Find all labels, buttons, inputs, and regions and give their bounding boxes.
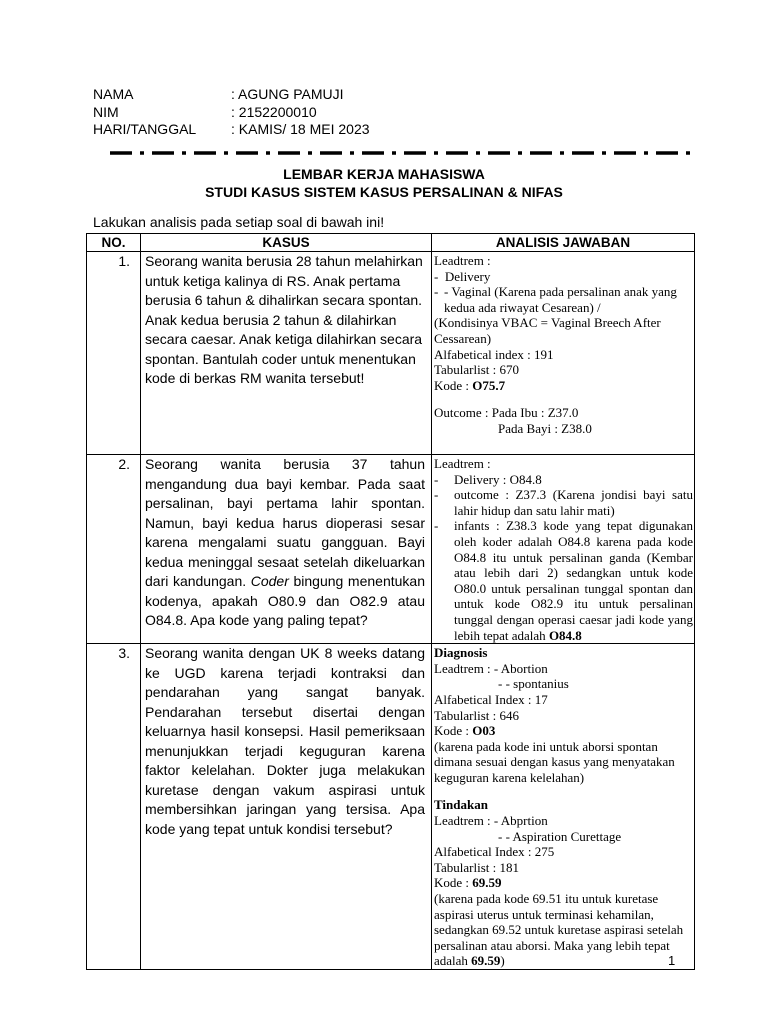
procedure-code-line bbox=[434, 875, 693, 891]
nim-label: NIM bbox=[93, 103, 119, 120]
leadterm-line: Leadtrem : bbox=[434, 253, 491, 268]
name-row bbox=[93, 86, 370, 104]
vaginal-text: - Vaginal (Karena pada persalinan anak yang kedua ada riwayat Cesarean) / bbox=[444, 284, 677, 315]
infants-explanation: infants : Z38.3 kode yang tepat digunakan oleh koder adalah O84.8 karena pada kode O84.8 itu untuk persalinan ganda (Kembar atau lebih dari 2) sedangkan untuk kode O80.0 untuk persalinan tunggal spontan dan untuk kode O82.9 itu untuk persalinan tunggal dengan operasi caesar jadi kode yang lebih tepat adalah bbox=[454, 518, 693, 643]
code-label: Kode : bbox=[434, 377, 473, 393]
case-text-part: Seorang wanita berusia 37 tahun mengandung dua bayi kembar. Pada saat persalinan, bayi pertama lahir spontan. Namun, bayi kedua harus dioperasi sesar karena mengalami suatu gangguan. Bayi kedua meninggal sesaat setelah dikeluarkan dari kandungan. bbox=[145, 456, 425, 589]
table-row bbox=[87, 252, 695, 455]
page-number: 1 bbox=[668, 953, 676, 968]
dash-dot-divider bbox=[110, 151, 694, 155]
case-text bbox=[141, 455, 432, 644]
instruction-text: Lakukan analisis pada setiap soal di bawah ini! bbox=[93, 214, 385, 230]
diagnosis-leadterm-line: Leadtrem : - Abortion bbox=[434, 660, 548, 676]
procedure-note-text: (karena pada kode 69.51 itu untuk kuretase aspirasi uterus untuk terminasi kehamilan, sedangkan 69.52 untuk kuretase aspirasi setelah persalinan atau aborsi. Maka yang lebih tepat adalah bbox=[434, 891, 684, 969]
row-number: 3. bbox=[87, 644, 141, 970]
leadterm-line: Leadtrem : bbox=[434, 456, 491, 471]
spacer bbox=[434, 393, 693, 405]
outcome-text: outcome : Z37.3 (Karena jondisi bayi satu lahir hidup dan satu lahir mati) bbox=[454, 487, 693, 518]
header-analisis: ANALISIS JAWABAN bbox=[432, 234, 695, 252]
infants-line: - infants : Z38.3 kode yang tepat digunakan oleh koder adalah O84.8 karena pada kode O84.8 itu untuk persalinan ganda (Kembar atau lebih dari 2) sedangkan untuk kode O80.0 untuk persalinan tunggal spontan dan untuk kode O82.9 itu untuk persalinan tunggal dengan operasi caesar jadi kode yang lebih tepat adalah O84.8 bbox=[434, 518, 693, 643]
procedure-note bbox=[434, 891, 693, 969]
table-row bbox=[87, 644, 695, 970]
diagnosis-tabularlist-line: Tabularlist : 646 bbox=[434, 707, 520, 723]
document-title: LEMBAR KERJA MAHASISWA bbox=[283, 166, 485, 182]
student-info bbox=[93, 86, 370, 139]
name-value: : AGUNG PAMUJI bbox=[231, 86, 344, 102]
delivery-text: Delivery : O84.8 bbox=[454, 471, 542, 487]
vaginal-line: - - Vaginal (Karena pada persalinan anak yang kedua ada riwayat Cesarean) / bbox=[434, 284, 693, 315]
document-subtitle: STUDI KASUS SISTEM KASUS PERSALINAN & NIFAS bbox=[205, 184, 563, 200]
nim-row bbox=[93, 104, 370, 122]
procedure-code-value: 69.59 bbox=[472, 875, 502, 891]
delivery-line: - Delivery : O84.8 bbox=[434, 472, 693, 488]
diagnosis-sub-line: - - spontanius bbox=[498, 676, 569, 692]
outcome-mother-line: Outcome : Pada Ibu : Z37.0 bbox=[434, 405, 579, 421]
alfabetical-index-line: Alfabetical index : 191 bbox=[434, 346, 554, 362]
procedure-sub-line: - - Aspiration Curettage bbox=[498, 828, 622, 844]
infants-code: O84.8 bbox=[548, 627, 582, 643]
date-row bbox=[93, 121, 370, 139]
header-no: NO. bbox=[87, 234, 141, 252]
delivery-text: Delivery bbox=[444, 268, 491, 284]
answer-cell bbox=[432, 455, 695, 644]
condition-line: (Kondisinya VBAC = Vaginal Breech After Cessarean) bbox=[434, 315, 661, 346]
date-label: HARI/TANGGAL bbox=[93, 121, 197, 137]
diagnosis-code-line bbox=[434, 723, 693, 739]
case-text-italic: Coder bbox=[250, 573, 289, 589]
diagnosis-code-value: O03 bbox=[472, 723, 496, 739]
answer-cell bbox=[432, 644, 695, 970]
code-line bbox=[434, 378, 693, 394]
date-value: : KAMIS/ 18 MEI 2023 bbox=[231, 121, 370, 137]
row-number: 1. bbox=[87, 252, 141, 455]
procedure-leadterm-line: Leadtrem : - Abprtion bbox=[434, 813, 548, 829]
diagnosis-note: (karena pada kode ini untuk aborsi spontan dimana sesuai dengan kasus yang menyatakan keguguran karena kelelahan) bbox=[434, 738, 675, 785]
outcome-line: - outcome : Z37.3 (Karena jondisi bayi satu lahir hidup dan satu lahir mati) bbox=[434, 487, 693, 518]
diagnosis-alfabetical-line: Alfabetical Index : 17 bbox=[434, 691, 548, 707]
tabularlist-line: Tabularlist : 670 bbox=[434, 362, 520, 378]
procedure-heading: Tindakan bbox=[434, 797, 488, 813]
code-value: O75.7 bbox=[472, 377, 506, 393]
diagnosis-heading: Diagnosis bbox=[434, 645, 488, 661]
table-row bbox=[87, 455, 695, 644]
outcome-baby-line: Pada Bayi : Z38.0 bbox=[498, 420, 592, 436]
procedure-code-label: Kode : bbox=[434, 875, 473, 891]
name-label: NAMA bbox=[93, 86, 134, 102]
nim-value: : 2152200010 bbox=[231, 103, 317, 120]
case-analysis-table bbox=[86, 233, 695, 970]
procedure-note-end: ) bbox=[500, 953, 505, 969]
spacer bbox=[434, 785, 693, 797]
procedure-tabularlist-line: Tabularlist : 181 bbox=[434, 859, 520, 875]
procedure-alfabetical-line: Alfabetical Index : 275 bbox=[434, 844, 555, 860]
diagnosis-code-label: Kode : bbox=[434, 723, 473, 739]
header-kasus: KASUS bbox=[141, 234, 432, 252]
table-header-row bbox=[87, 234, 695, 252]
delivery-line: - Delivery bbox=[434, 268, 491, 284]
document-titles bbox=[0, 165, 768, 201]
infants-text bbox=[444, 518, 693, 643]
row-number: 2. bbox=[87, 455, 141, 644]
case-text: Seorang wanita dengan UK 8 weeks datang ke UGD karena terjadi kontraksi dan pendarahan yang sangat banyak. Pendarahan tersebut disertai dengan keluarnya hasil konsepsi. Hasil pemeriksaan menunjukkan terjadi keguguran karena faktor kelelahan. Dokter juga melakukan kuretase dengan vakum aspirasi untuk membersihkan jaringan yang tersisa. Apa kode yang tepat untuk kondisi tersebut? bbox=[141, 644, 432, 970]
procedure-note-code: 69.59 bbox=[471, 953, 501, 969]
answer-cell bbox=[432, 252, 695, 455]
case-text-part: bingung menentukan kodenya, apakah O80.9 dan O82.9 atau O84.8. Apa kode yang paling tepat? bbox=[145, 573, 425, 628]
case-text: Seorang wanita berusia 28 tahun melahirkan untuk ketiga kalinya di RS. Anak pertama berusia 6 tahun & dihalirkan secara spontan. Anak kedua berusia 2 tahun & dilahirkan secara caesar. Anak ketiga dilahirkan secara spontan. Bantulah coder untuk menentukan kode di berkas RM wanita tersebut! bbox=[141, 252, 432, 455]
